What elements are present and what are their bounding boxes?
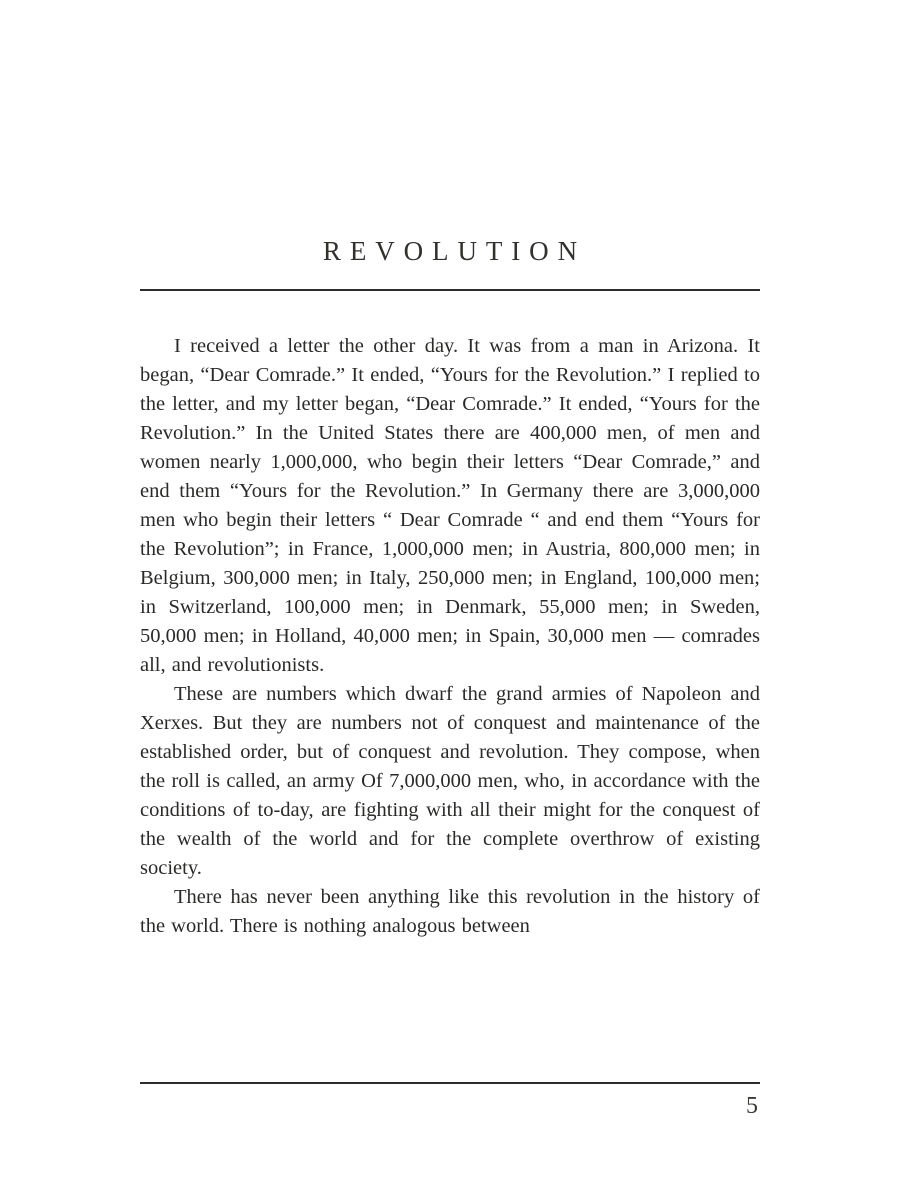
body-text xyxy=(140,332,760,941)
text-column xyxy=(140,0,760,941)
chapter-title: REVOLUTION xyxy=(322,236,586,266)
paragraph-3: There has never been anything like this revolution in the history of the world. There is nothing analogous between xyxy=(140,886,760,937)
title-divider-rule xyxy=(140,289,760,291)
paragraph-1: I received a letter the other day. It was from a man in Arizona. It began, “Dear Comrade.” It ended, “Yours for the Revolution.” I replied to the letter, and my letter began, “Dear Comrade.” It ended, “Yours for the Revolution.” In the United States there are 400,000 men, of men and women nearly 1,000,000, who begin their letters “Dear Comrade,” and end them “Yours for the Revolution.” In Germany there are 3,000,000 men who begin their letters “ Dear Comrade “ and end them “Yours for the Revolution”; in France, 1,000,000 men; in Austria, 800,000 men; in Belgium, 300,000 men; in Italy, 250,000 men; in England, 100,000 men; in Switzerland, 100,000 men; in Denmark, 55,000 men; in Sweden, 50,000 men; in Holland, 40,000 men; in Spain, 30,000 men — comrades all, and revolutionists. xyxy=(140,335,760,676)
footer-divider-rule xyxy=(140,1082,760,1084)
page-footer xyxy=(140,1082,760,1120)
page-number: 5 xyxy=(746,1093,758,1119)
paragraph-2: These are numbers which dwarf the grand armies of Napoleon and Xerxes. But they are numbers not of conquest and maintenance of the established order, but of conquest and revolution. They compose, when the roll is called, an army Of 7,000,000 men, who, in accordance with the conditions of to-day, are fighting with all their might for the conquest of the wealth of the world and for the complete overthrow of existing society. xyxy=(140,683,760,879)
